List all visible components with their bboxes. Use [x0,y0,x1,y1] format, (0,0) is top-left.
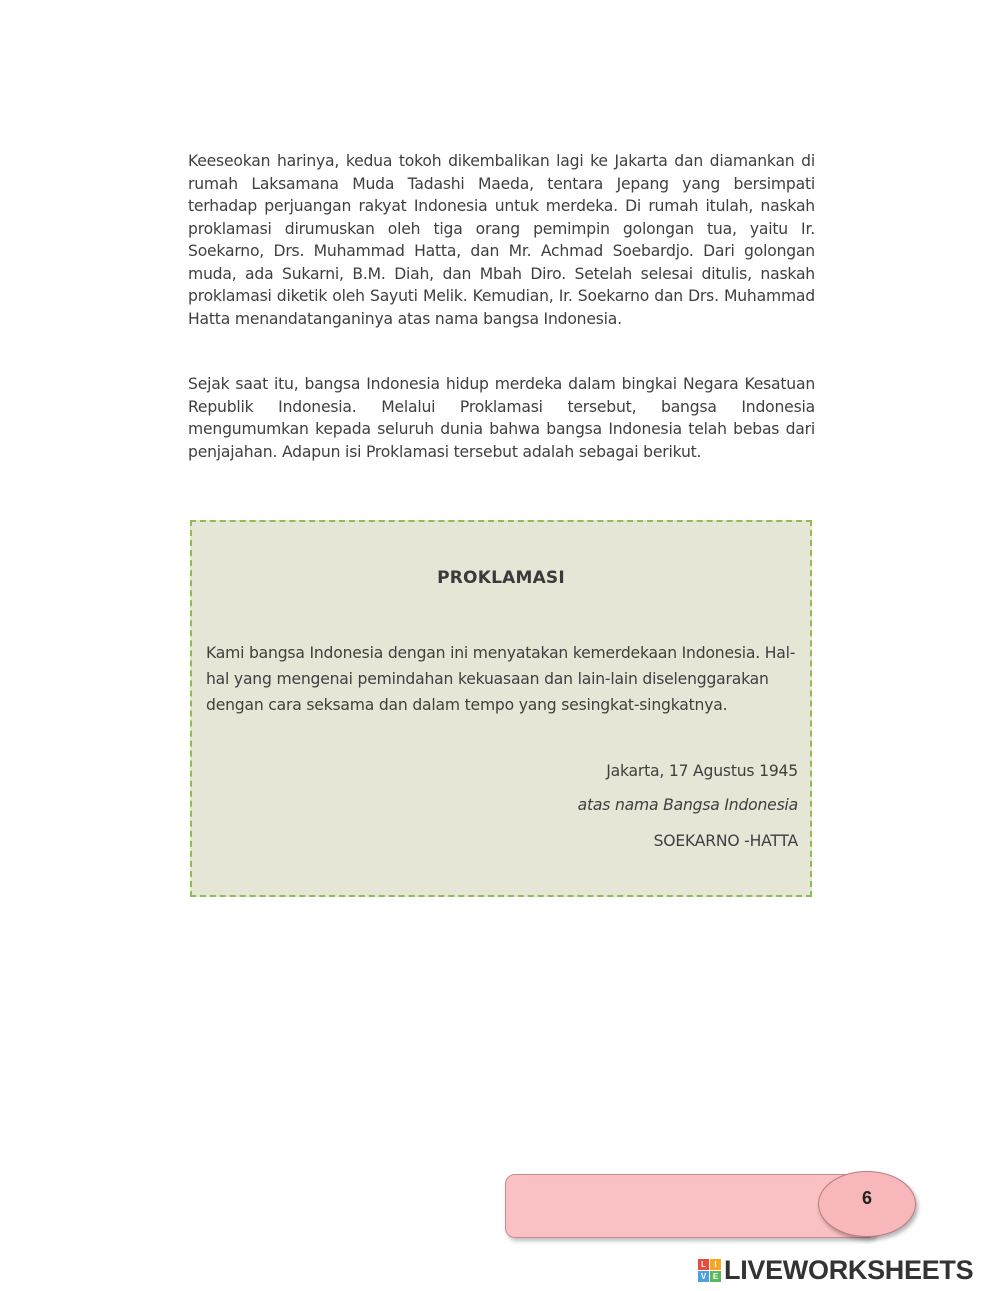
paragraph-independence: Sejak saat itu, bangsa Indonesia hidup merdeka dalam bingkai Negara Kesatuan Republik Indonesia. Melalui Proklamasi tersebut, bangsa Indonesia mengumumkan kepada seluruh dunia bahwa bangsa Indonesia telah bebas dari penjajahan. Adapun isi Proklamasi tersebut adalah sebagai berikut. [188,375,815,461]
logo-letter-v: V [698,1271,709,1282]
proclamation-box [190,520,812,897]
liveworksheets-icon [698,1259,721,1282]
proclamation-on-behalf: atas nama Bangsa Indonesia [577,796,798,814]
page-number-badge [818,1171,916,1237]
proclamation-text: Kami bangsa Indonesia dengan ini menyatakan kemerdekaan Indonesia. Hal-hal yang mengenai pemindahan kekuasaan dan lain-lain diselenggarakan dengan cara seksama dan dalam tempo yang sesingkat-singkatnya. [206,644,796,714]
proclamation-place-date: Jakarta, 17 Agustus 1945 [606,762,798,780]
paragraph-history: Keeseokan harinya, kedua tokoh dikembalikan lagi ke Jakarta dan diamankan di rumah Laksamana Muda Tadashi Maeda, tentara Jepang yang bersimpati terhadap perjuangan rakyat Indonesia untuk merdeka. Di rumah itulah, naskah proklamasi dirumuskan oleh tiga orang pemimpin golongan tua, yaitu Ir. Soekarno, Drs. Muhammad Hatta, dan Mr. Achmad Soebardjo. Dari golongan muda, ada Sukarni, B.M. Diah, dan Mbah Diro. Setelah selesai ditulis, naskah proklamasi diketik oleh Sayuti Melik. Kemudian, Ir. Soekarno dan Drs. Muhammad Hatta menandatanganinya atas nama bangsa Indonesia. [188,152,815,328]
proclamation-title: PROKLAMASI [437,568,565,588]
logo-letter-e: E [710,1271,721,1282]
logo-letter-i: I [710,1259,721,1270]
logo-letter-l: L [698,1259,709,1270]
liveworksheets-logo [698,1255,973,1286]
proclamation-signatories: SOEKARNO -HATTA [653,832,798,850]
liveworksheets-wordmark: LIVEWORKSHEETS [724,1255,974,1285]
page-number: 6 [861,1188,872,1208]
